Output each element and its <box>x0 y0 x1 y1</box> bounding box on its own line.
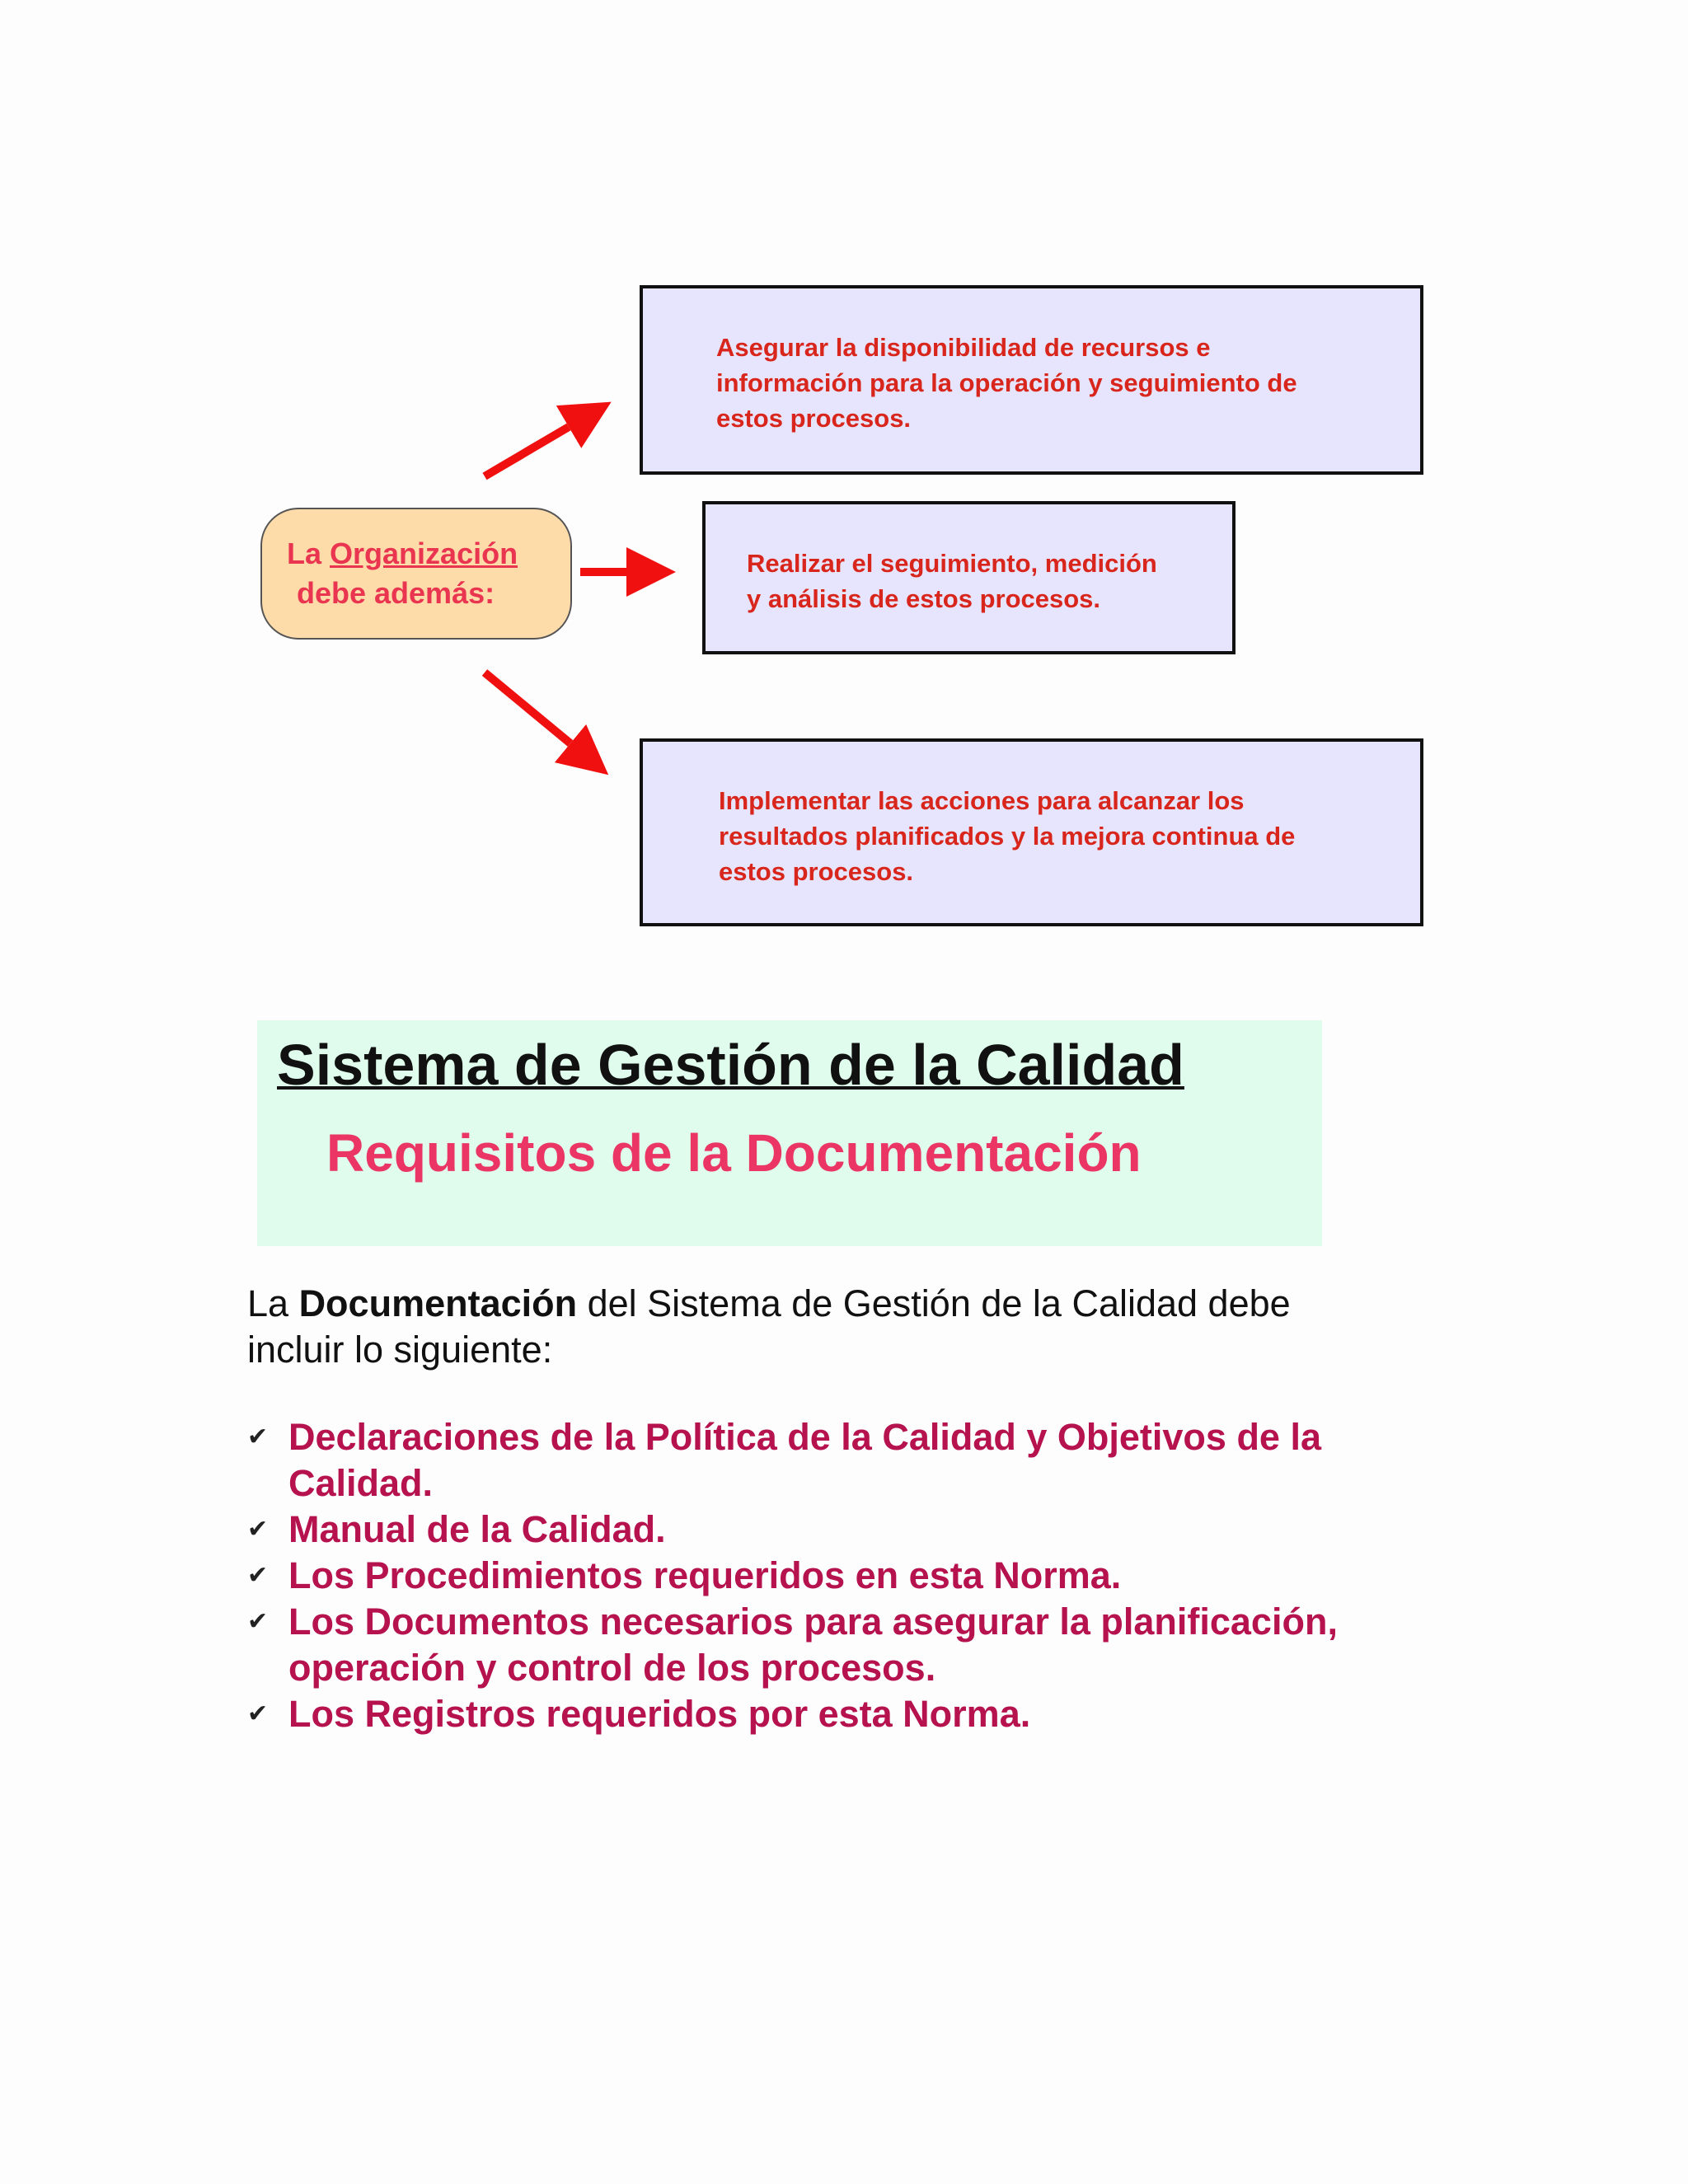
requirements-list <box>247 1414 1451 1737</box>
intro-prefix: La <box>247 1282 299 1324</box>
req-line2: operación y control de los procesos. <box>288 1647 936 1689</box>
req-line1: Los Documentos necesarios para asegurar la planificación, <box>288 1601 1338 1643</box>
organization-node <box>260 508 572 640</box>
actions-box <box>640 738 1423 926</box>
monitoring-box <box>702 501 1236 654</box>
page-title: Sistema de Gestión de la Calidad <box>277 1033 1184 1097</box>
org-keyword: Organización <box>330 537 518 570</box>
intro-bold: Documentación <box>298 1282 578 1324</box>
arrow-up-right <box>485 427 569 476</box>
org-prefix: La <box>287 537 322 570</box>
list-item <box>247 1599 1451 1691</box>
actions-line2: resultados planificados y la mejora continua de <box>719 822 1296 851</box>
req-line1: Los Registros requeridos por esta Norma. <box>288 1693 1031 1735</box>
actions-line1: Implementar las acciones para alcanzar los <box>719 786 1245 815</box>
req-line2: Calidad. <box>288 1462 434 1504</box>
resources-line2: información para la operación y seguimiento de <box>716 368 1297 397</box>
resources-line1: Asegurar la disponibilidad de recursos e <box>716 333 1211 362</box>
check-icon: ✔ <box>247 1562 269 1589</box>
arrow-down-right <box>485 673 570 743</box>
list-item <box>247 1553 1451 1599</box>
check-icon: ✔ <box>247 1516 269 1543</box>
intro-paragraph <box>247 1281 1451 1373</box>
req-line1: Manual de la Calidad. <box>288 1508 666 1550</box>
resources-box <box>640 285 1423 475</box>
actions-line3: estos procesos. <box>719 857 914 886</box>
check-icon: ✔ <box>247 1608 269 1635</box>
check-icon: ✔ <box>247 1423 269 1451</box>
resources-line3: estos procesos. <box>716 404 912 433</box>
list-item <box>247 1414 1451 1507</box>
page-subtitle: Requisitos de la Documentación <box>326 1123 1142 1183</box>
list-item <box>247 1507 1451 1553</box>
org-line2: debe además: <box>297 576 495 610</box>
intro-line2: incluir lo siguiente: <box>247 1329 553 1371</box>
monitoring-line2: y análisis de estos procesos. <box>747 584 1101 613</box>
check-icon: ✔ <box>247 1700 269 1727</box>
req-line1: Declaraciones de la Política de la Calidad y Objetivos de la <box>288 1416 1321 1458</box>
monitoring-line1: Realizar el seguimiento, medición <box>747 549 1157 578</box>
list-item <box>247 1691 1451 1737</box>
req-line1: Los Procedimientos requeridos en esta Norma. <box>288 1554 1122 1596</box>
intro-line1-rest: del Sistema de Gestión de la Calidad debe <box>577 1282 1291 1324</box>
